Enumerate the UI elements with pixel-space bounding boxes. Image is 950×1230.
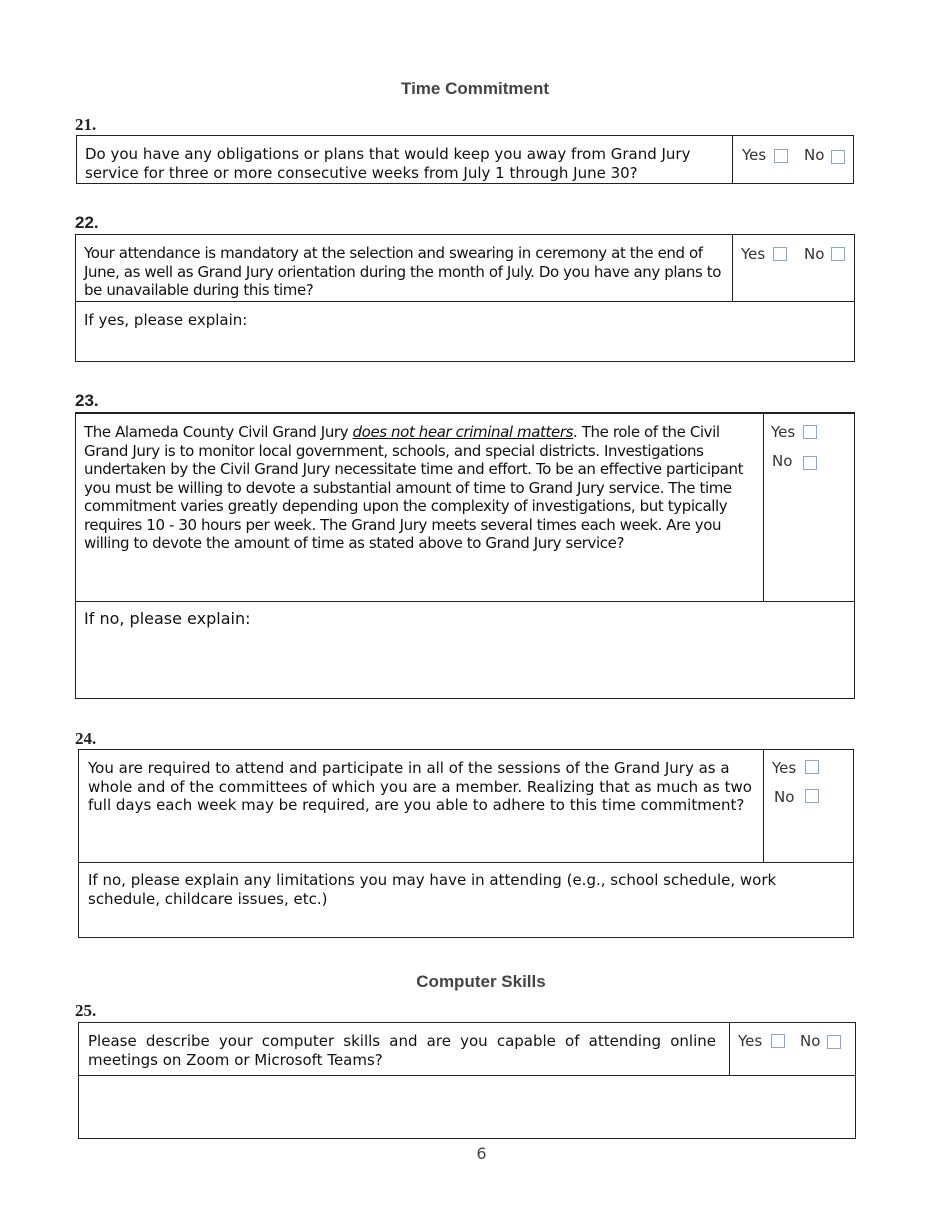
divider: [732, 136, 733, 183]
q25-no-checkbox[interactable]: [827, 1035, 841, 1049]
yes-label: Yes: [741, 245, 766, 263]
question-22-box: [75, 234, 855, 362]
no-label: No: [800, 1032, 821, 1050]
question-21-text: Do you have any obligations or plans that would keep you away from Grand Jury service for three or more consecutive weeks from July 1 through June 30?: [85, 145, 691, 182]
divider: [732, 235, 733, 302]
no-label: No: [772, 452, 793, 470]
question-24-explain-label: If no, please explain any limitations you may have in attending (e.g., school schedule, work schedule, childcare issues, etc.): [88, 871, 777, 908]
question-23-text-part: . The role of the Civil Grand Jury is to monitor local government, schools, and special districts. Investigations undertaken by the Civil Grand Jury necessitate time and effort. To be an effective participant you must be willing to devote a substantial amount of time to Grand Jury service. The time commitment varies greatly depending upon the complexity of investigations, but typically requires 10 - 30 hours per week. The Grand Jury meets several times each week. Are you willing to devote the amount of time as stated above to Grand Jury service?: [84, 423, 744, 552]
question-23-box: [75, 412, 855, 699]
question-24-box: [78, 749, 854, 938]
yes-label: Yes: [742, 146, 767, 164]
question-25-answer-field[interactable]: [79, 1076, 855, 1138]
question-22-explain-label: If yes, please explain:: [84, 311, 248, 329]
q24-no-checkbox[interactable]: [805, 789, 819, 803]
question-number-24: 24.: [75, 729, 97, 748]
q22-no-checkbox[interactable]: [831, 247, 845, 261]
yes-label: Yes: [772, 759, 797, 777]
no-label: No: [804, 245, 825, 263]
question-25-text: Please describe your computer skills and are you capable of attending online meetings on Zoom or Microsoft Teams?: [88, 1032, 716, 1069]
question-23-explain-field[interactable]: [76, 602, 854, 698]
q22-yes-checkbox[interactable]: [773, 247, 787, 261]
question-21-box: [76, 135, 854, 184]
question-number-21: 21.: [75, 115, 97, 134]
question-24-explain-field[interactable]: [79, 863, 853, 937]
question-22-explain-field[interactable]: [76, 302, 854, 361]
section-heading-time-commitment: Time Commitment: [401, 79, 549, 98]
question-23-explain-label: If no, please explain:: [84, 609, 251, 628]
question-number-23: 23.: [75, 391, 99, 410]
question-23-text-part: The Alameda County Civil Grand Jury: [84, 423, 353, 441]
question-23-text: [84, 423, 760, 553]
page-number: 6: [476, 1144, 487, 1163]
q23-yes-checkbox[interactable]: [803, 425, 817, 439]
yes-label: Yes: [771, 423, 796, 441]
q24-yes-checkbox[interactable]: [805, 760, 819, 774]
q21-yes-checkbox[interactable]: [774, 149, 788, 163]
divider: [729, 1023, 730, 1076]
question-22-text: Your attendance is mandatory at the selection and swearing in ceremony at the end of June, as well as Grand Jury orientation during the month of July. Do you have any plans to be unavailable during this time?: [84, 244, 722, 299]
question-23-emphasis: does not hear criminal matters: [352, 423, 574, 441]
question-number-22: 22.: [75, 213, 99, 232]
question-number-25: 25.: [75, 1001, 97, 1020]
question-25-box: [78, 1022, 856, 1139]
q21-no-checkbox[interactable]: [831, 150, 845, 164]
question-24-text: You are required to attend and participate in all of the sessions of the Grand Jury as a whole and of the committees of which you are a member. Realizing that as much as two full days each week may be required, are you able to adhere to this time commitment?: [88, 759, 752, 814]
q25-yes-checkbox[interactable]: [771, 1034, 785, 1048]
q23-no-checkbox[interactable]: [803, 456, 817, 470]
section-heading-computer-skills: Computer Skills: [416, 972, 546, 991]
yes-label: Yes: [738, 1032, 763, 1050]
no-label: No: [804, 146, 825, 164]
no-label: No: [774, 788, 795, 806]
divider: [763, 414, 764, 601]
divider: [763, 750, 764, 863]
